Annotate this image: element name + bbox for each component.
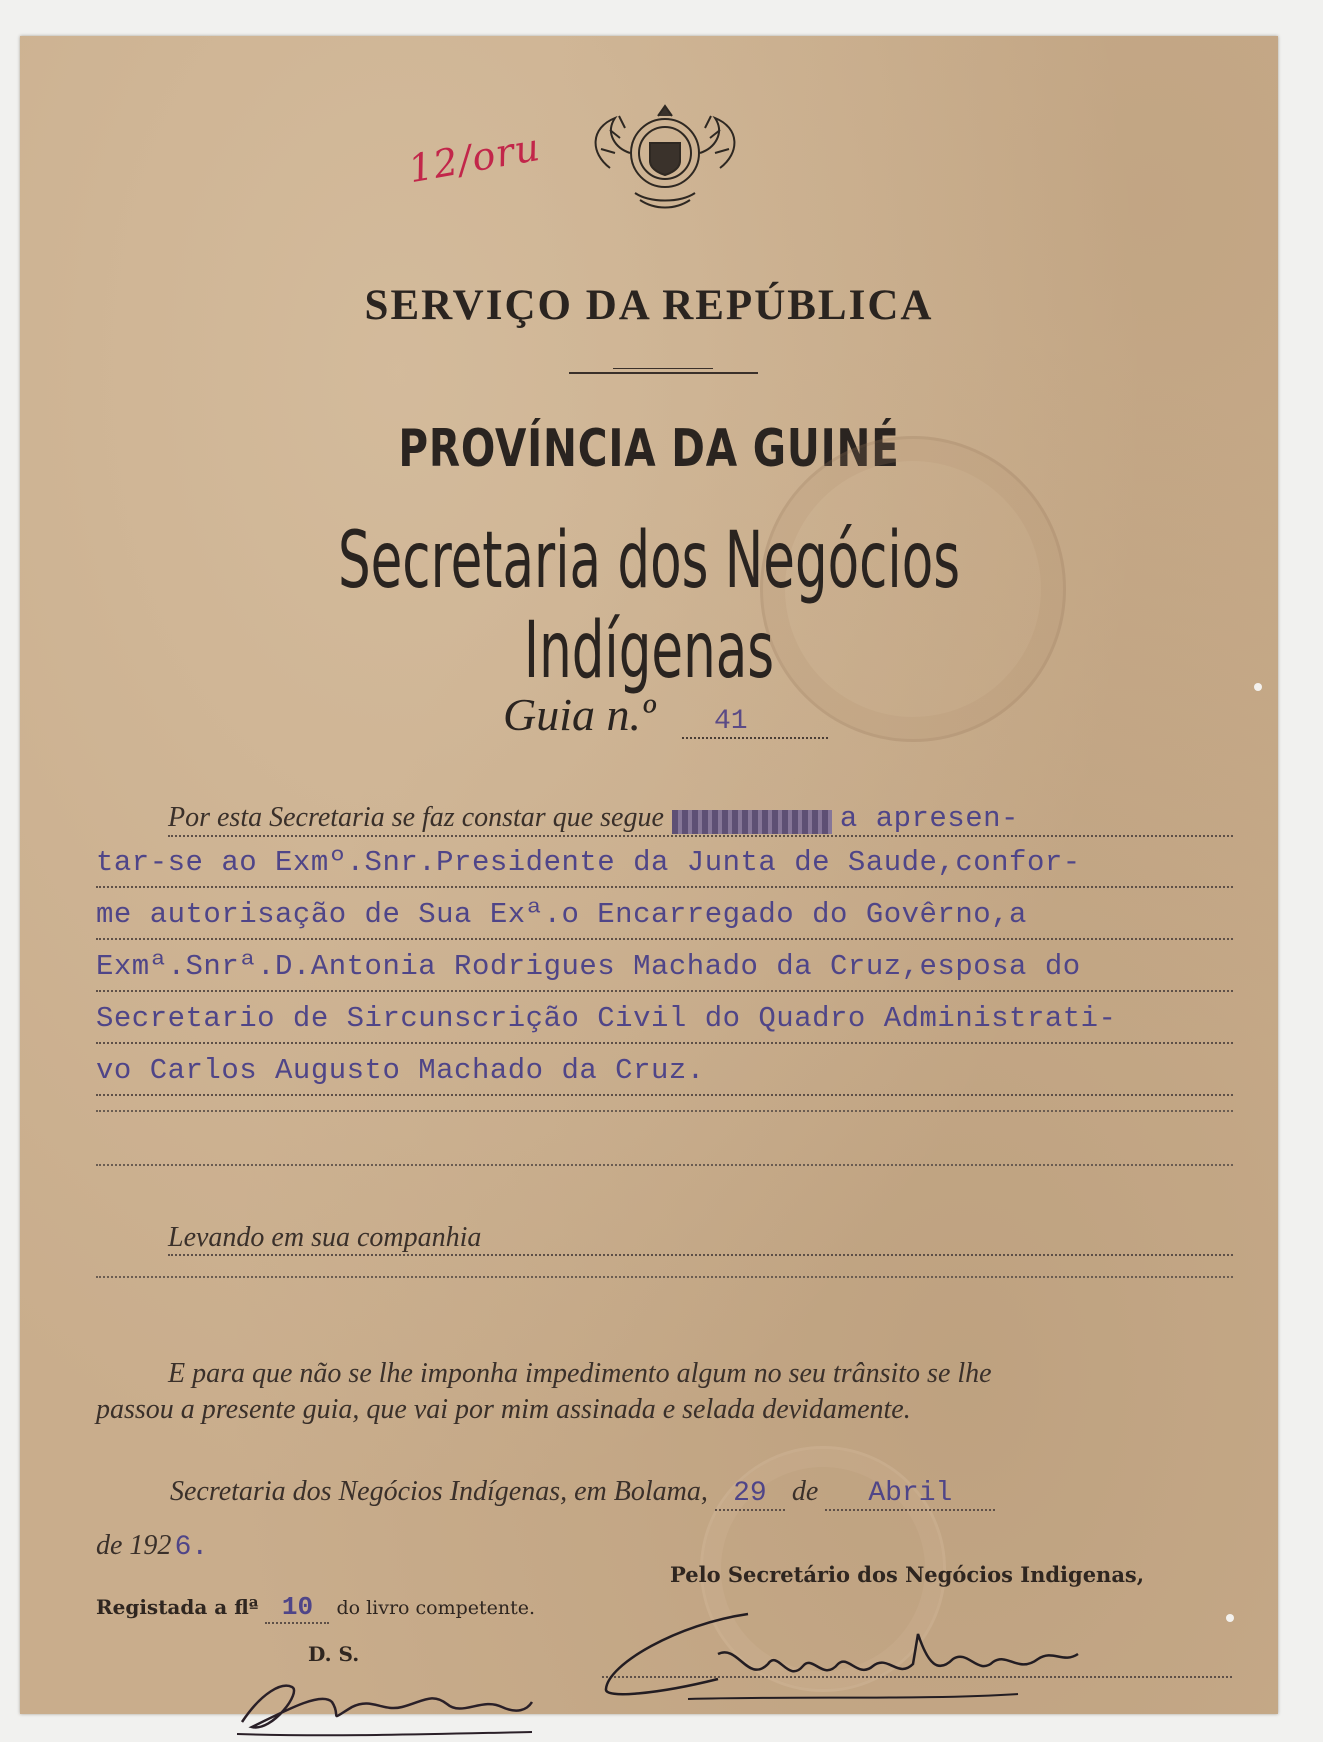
secretariat-title: Secretaria dos Negócios Indígenas bbox=[337, 516, 961, 696]
right-signature bbox=[598, 1604, 1098, 1704]
ds-label: D. S. bbox=[308, 1642, 360, 1666]
document-paper bbox=[20, 36, 1278, 1714]
official-title: Pelo Secretário dos Negócios Indigenas, bbox=[670, 1562, 1145, 1587]
registry-prefix: Registada a flª bbox=[96, 1595, 259, 1619]
guia-number: 41 bbox=[682, 706, 828, 739]
closing-line-2: passou a presente guia, que vai por mim assinada e selada devidamente. bbox=[96, 1394, 911, 1425]
blank-line bbox=[96, 1108, 1233, 1112]
year-digit: 6. bbox=[174, 1532, 209, 1563]
year-line bbox=[96, 1530, 211, 1563]
typed-line: Secretario de Sircunscrição Civil do Quadro Administrati- bbox=[96, 1002, 1233, 1044]
heading-divider bbox=[569, 372, 758, 374]
registry-suffix: do livro competente. bbox=[336, 1597, 536, 1619]
closing-line-1: E para que não se lhe imponha impedimento algum no seu trânsito se lhe bbox=[168, 1358, 992, 1389]
heading-divider-top bbox=[613, 368, 713, 369]
service-heading: SERVIÇO DA REPÚBLICA bbox=[364, 282, 934, 329]
punch-hole bbox=[1226, 1614, 1234, 1622]
blank-line bbox=[96, 1162, 1233, 1166]
year-prefix: de 192 bbox=[96, 1530, 172, 1561]
registry-folio: 10 bbox=[265, 1592, 329, 1624]
intro-typed-tail: a apresen- bbox=[839, 802, 1019, 835]
handwritten-note: 12/oru bbox=[405, 124, 544, 192]
companion-label: Levando em sua companhia bbox=[168, 1222, 482, 1253]
punch-hole bbox=[1254, 683, 1262, 691]
typed-line: Exmª.Snrª.D.Antonia Rodrigues Machado da Cruz,esposa do bbox=[96, 950, 1233, 992]
registry-line bbox=[96, 1592, 535, 1624]
date-de: de bbox=[791, 1476, 819, 1507]
companion-line bbox=[168, 1222, 1233, 1256]
guia-label: Guia n.º bbox=[503, 689, 656, 740]
date-day: 29 bbox=[715, 1478, 785, 1511]
typed-line: tar-se ao Exmº.Snr.Presidente da Junta de Saude,confor- bbox=[96, 846, 1233, 888]
date-line bbox=[170, 1476, 995, 1511]
province-heading: PROVÍNCIA DA GUINÉ bbox=[398, 419, 900, 479]
date-month: Abril bbox=[825, 1478, 995, 1511]
left-signature bbox=[232, 1662, 542, 1742]
typed-line: vo Carlos Augusto Machado da Cruz. bbox=[96, 1054, 1233, 1096]
date-place: Secretaria dos Negócios Indígenas, em Bolama, bbox=[170, 1476, 708, 1507]
typed-line: me autorisação de Sua Exª.o Encarregado do Govêrno,a bbox=[96, 898, 1233, 940]
intro-printed: Por esta Secretaria se faz constar que segue bbox=[168, 802, 664, 833]
struck-out-text bbox=[672, 810, 832, 834]
blank-line bbox=[96, 1274, 1233, 1278]
coat-of-arms-icon bbox=[580, 98, 750, 213]
body-line-intro bbox=[168, 802, 1233, 837]
